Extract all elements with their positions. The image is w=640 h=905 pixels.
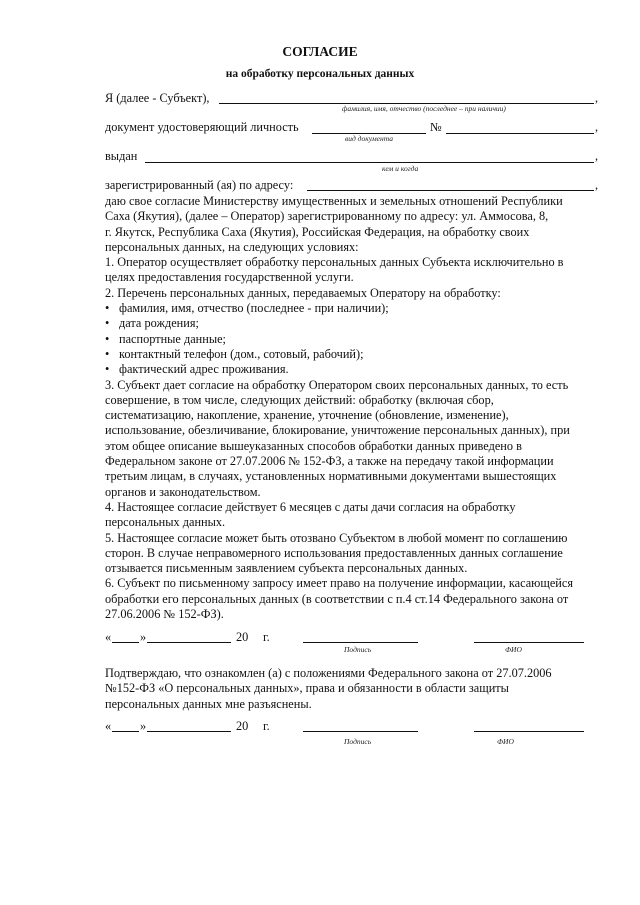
- paragraph-line: обработки его персональных данных (в соответствии с п.4 ст.14 Федерального закона от: [105, 591, 569, 606]
- bullet-icon: •: [105, 362, 110, 377]
- signature-hint: Подпись: [344, 645, 372, 654]
- document-title: СОГЛАСИЕ: [282, 44, 358, 59]
- id-doc-hint: вид документа: [345, 134, 393, 143]
- confirmation-paragraph: [105, 666, 603, 712]
- bullet-icon: •: [105, 346, 110, 361]
- date-close-quote: »: [140, 630, 147, 644]
- paragraph-line: 3. Субъект дает согласие на обработку Оператором своих персональных данных, то есть: [105, 377, 569, 392]
- bullet-icon: •: [105, 331, 110, 346]
- address-field[interactable]: [307, 190, 594, 191]
- id-doc-comma: ,: [595, 120, 599, 134]
- signature-field[interactable]: [303, 731, 418, 732]
- date-open-quote: «: [105, 719, 112, 733]
- subject-comma: ,: [595, 91, 599, 105]
- issued-label: выдан: [105, 149, 138, 163]
- paragraph-line: совершение, в том числе, следующих действий: обработку (включая сбор,: [105, 392, 494, 407]
- date-close-quote: »: [140, 719, 147, 733]
- paragraph-3: [105, 378, 603, 500]
- intro-line: Саха (Якутия), (далее – Оператор) зарегистрированному по адресу: ул. Аммосова, 8,: [105, 209, 549, 224]
- year-suffix: г.: [263, 719, 270, 733]
- paragraph-line: персональных данных.: [105, 515, 226, 530]
- subject-label: Я (далее - Субъект),: [105, 91, 210, 105]
- day-field[interactable]: [112, 642, 139, 643]
- intro-paragraph: [105, 194, 603, 255]
- year-prefix: 20: [236, 630, 249, 644]
- address-label: зарегистрированный (ая) по адресу:: [105, 178, 294, 192]
- month-field[interactable]: [147, 642, 231, 643]
- date-open-quote: «: [105, 630, 112, 644]
- paragraph-2: 2. Перечень персональных данных, передаваемых Оператору на обработку:: [105, 285, 501, 300]
- signature-hint: Подпись: [344, 737, 372, 746]
- personal-data-list: [105, 301, 603, 377]
- list-item: • дата рождения;: [105, 316, 199, 331]
- paragraph-line: 6. Субъект по письменному запросу имеет право на получение информации, касающейся: [105, 576, 573, 591]
- fio-field[interactable]: [474, 642, 584, 643]
- paragraph-line: Федеральном законе от 27.07.2006 № 152-ФЗ, а также на передачу такой информации: [105, 454, 554, 469]
- consent-body: [105, 194, 603, 622]
- intro-line: даю свое согласие Министерству имущественных и земельных отношений Республики: [105, 194, 563, 208]
- paragraph-line: третьим лицам, в случаях, установленных нормативными документами вышестоящих: [105, 469, 557, 484]
- id-doc-label: документ удостоверяющий личность: [105, 120, 299, 134]
- paragraph-6: [105, 576, 603, 622]
- bullet-icon: •: [105, 316, 110, 331]
- list-item: • контактный телефон (дом., сотовый, рабочий);: [105, 346, 364, 361]
- signature-field[interactable]: [303, 642, 418, 643]
- id-doc-number-sign: №: [430, 120, 442, 134]
- intro-line: г. Якутск, Республика Саха (Якутия), Российская Федерация, на обработку своих: [105, 224, 530, 239]
- issued-comma: ,: [595, 149, 599, 163]
- list-item: • фактический адрес проживания.: [105, 362, 289, 377]
- issued-field[interactable]: [145, 162, 594, 163]
- paragraph-line: целях предоставления государственной услуги.: [105, 270, 354, 285]
- confirmation-line: персональных данных мне разъяснены.: [105, 696, 312, 711]
- paragraph-line: отзывается письменным заявлением субъекта персональных данных.: [105, 561, 468, 576]
- address-comma: ,: [595, 178, 599, 192]
- paragraph-line: систематизацию, накопление, хранение, уточнение (обновление, изменение),: [105, 408, 509, 423]
- paragraph-line: 5. Настоящее согласие может быть отозвано Субъектом в любой момент по соглашению: [105, 530, 568, 545]
- subject-hint: фамилия, имя, отчество (последнее – при наличии): [342, 104, 506, 113]
- paragraph-1: [105, 255, 603, 286]
- paragraph-line: 1. Оператор осуществляет обработку персональных данных Субъекта исключительно в: [105, 255, 564, 270]
- fio-hint: ФИО: [497, 737, 514, 746]
- confirmation-line: №152-ФЗ «О персональных данных», права и обязанности в области защиты: [105, 681, 509, 696]
- paragraph-line: 4. Настоящее согласие действует 6 месяцев с даты дачи согласия на обработку: [105, 499, 516, 514]
- paragraph-line: 27.06.2006 № 152-ФЗ).: [105, 607, 224, 622]
- year-prefix: 20: [236, 719, 249, 733]
- paragraph-4: [105, 500, 603, 531]
- issued-hint: кем и когда: [382, 164, 419, 173]
- year-suffix: г.: [263, 630, 270, 644]
- fio-field[interactable]: [474, 731, 584, 732]
- paragraph-line: использование, обезличивание, блокирование, уничтожение персональных данных), при: [105, 423, 570, 438]
- confirmation-line: Подтверждаю, что ознакомлен (а) с положениями Федерального закона от 27.07.2006: [105, 666, 552, 680]
- paragraph-5: [105, 531, 603, 577]
- day-field[interactable]: [112, 731, 139, 732]
- id-doc-number-field[interactable]: [446, 133, 594, 134]
- fio-hint: ФИО: [505, 645, 522, 654]
- list-item: • паспортные данные;: [105, 331, 226, 346]
- bullet-icon: •: [105, 301, 110, 316]
- list-item: • фамилия, имя, отчество (последнее - при наличии);: [105, 301, 389, 316]
- paragraph-line: органов и законодательством.: [105, 484, 261, 499]
- document-subtitle: на обработку персональных данных: [225, 68, 415, 80]
- paragraph-line: сторон. В случае неправомерного использования предоставленных данных соглашение: [105, 545, 563, 560]
- intro-line: персональных данных, на следующих условиях:: [105, 239, 359, 254]
- month-field[interactable]: [147, 731, 231, 732]
- paragraph-line: этом общее описание вышеуказанных способов обработки данных приведено в: [105, 438, 522, 453]
